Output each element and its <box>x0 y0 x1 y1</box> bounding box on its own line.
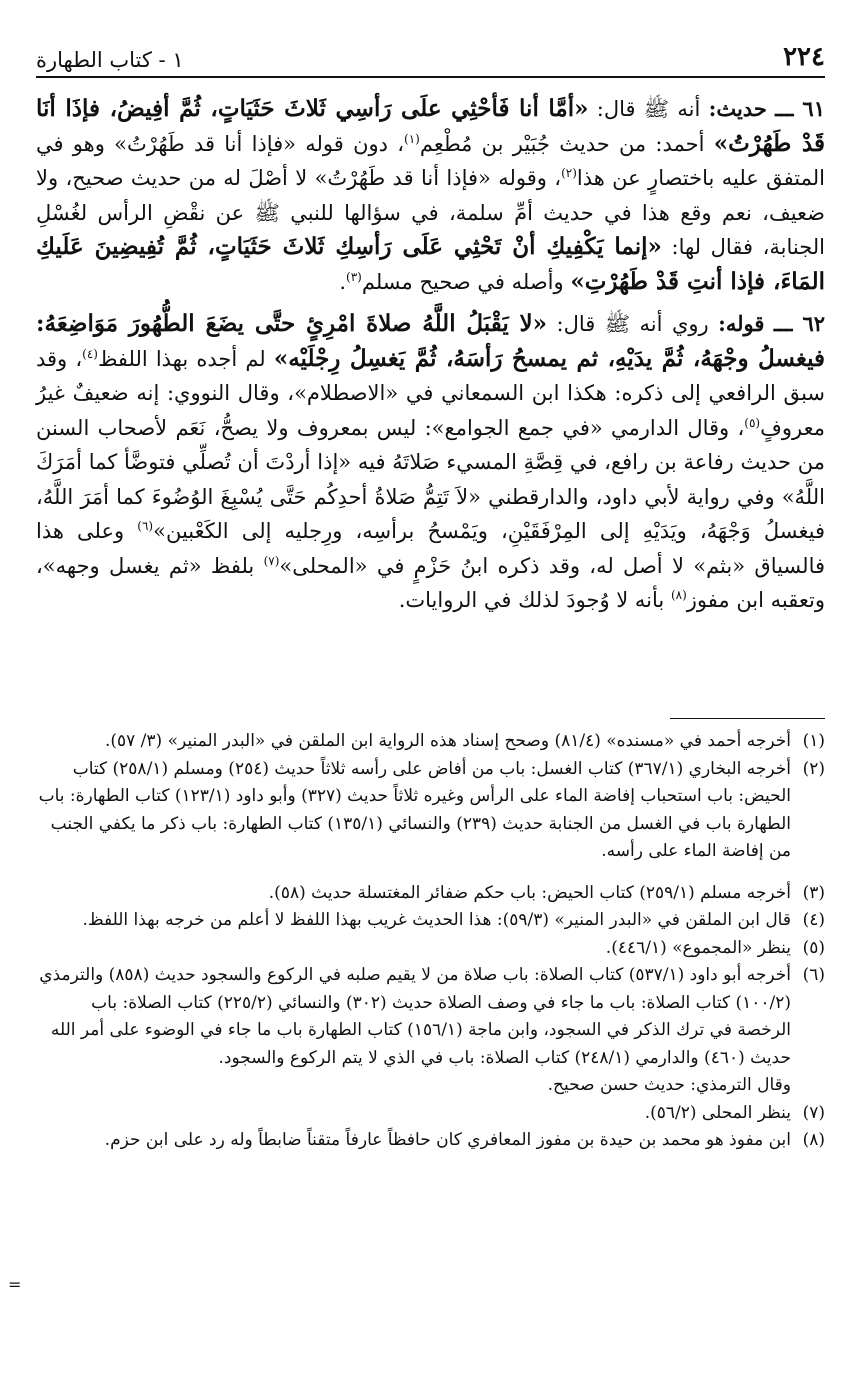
running-title: ١ - كتاب الطهارة <box>36 48 184 72</box>
hadith-quote: «أمَّا أنا فَأحْثِي علَى رَأسِي ثَلاثَ حَثَيَاتٍ، ثُمَّ أفِيضُ، فإذَا أنَا قَدْ طَهُرْتُ» <box>36 95 826 157</box>
body-text: ، وقوله «فإذا أنا قد طَهُرْتُ» لا أصْلَ له من حديث صحيح، ولا ضعيف، نعم وقع هذا في حديث أمِّ سلمة، في سؤالها للنبي ﷺ عن نقْضِ الرأس لغُسْلِ الجنابة، فقال لها: <box>36 166 825 259</box>
body-text: ، وقال الدارمي «في جمع الجوامع»: ليس بمعروف ولا يصحُّ، نَعَم لأصحاب السنن من حديث رفاعة بن رافع، في قِصَّةِ المسيء صَلاتَهُ فيه «إذا أردْتَ أن تُصلِّي فتوضَّأ كما أمَرَكَ اللَّهُ» وفي رواية لأبي داود، والدارقطني «لاَ تَتِمُّ صَلاةُ أحدِكُم حَتَّى يُسْبِغَ الوُضُوءَ كما أمَرَ اللَّهُ، فيغسلُ وَجْهَهُ، ويَدَيْهِ إلى المِرْفَقَيْنِ، ويَمْسحُ برأسِه، ورِجليه إلى الكَعْبين» <box>36 415 825 543</box>
hadith-61-paragraph <box>36 92 825 299</box>
body-text: بأنه لا وُجودَ لذلك في الروايات. <box>398 588 671 612</box>
hadith-quote: «لا يَقْبَلُ اللَّهُ صلاةَ امْرِئٍ حتَّى يضَعَ الطُّهُورَ مَوَاضِعَهُ: فيغسلُ وجْهَهُ، ثُمَّ يدَيْهِ، ثم يمسحُ رَأسَهُ، ثُمَّ يَغسِلُ رِجْلَيْه» <box>36 310 826 372</box>
footnote-ref[interactable]: (٥) <box>744 415 761 430</box>
footnote-text: أخرجه أحمد في «مسنده» (٨١/٤) وصحح إسناد هذه الرواية ابن الملقن في «البدر المنير» (٣/ ٥٧). <box>104 731 791 751</box>
footnote-number: (١) <box>802 731 825 751</box>
footnote-5 <box>36 935 825 963</box>
footnote-4 <box>36 907 825 935</box>
footnote-6-extra: وقال الترمذي: حديث حسن صحيح. <box>547 1075 791 1095</box>
footnote-text: أخرجه أبو داود (٥٣٧/١) كتاب الصلاة: باب صلاة من لا يقيم صلبه في الركوع والسجود حديث (٨٥٨) والترمذي (١٠٠/٢) كتاب الصلاة: باب ما جاء في وصف الصلاة حديث (٣٠٢) والنسائي (٢٢٥/٢) كتاب الصلاة: باب الرخصة في ترك الذكر في السجود، وابن ماجة (١٥٦/١) كتاب الطهارة باب ما جاء في الوضوء على أمر الله حديث (٤٦٠) والدارمي (٢٤٨/١) كتاب الصلاة: باب في الذي لا يتم الركوع والسجود. <box>39 965 791 1068</box>
footnote-text: أخرجه مسلم (٢٥٩/١) كتاب الحيض: باب حكم ضفائر المغتسلة حديث (٥٨). <box>268 882 791 903</box>
footnote-2 <box>36 756 825 866</box>
hadith-label: حديث: <box>708 96 767 121</box>
footnote-number: (٤) <box>802 910 825 930</box>
main-text <box>36 92 825 618</box>
footnote-text: ينظر «المجموع» (٤٤٦/١). <box>605 937 791 958</box>
footnote-3 <box>36 880 825 908</box>
footnote-number: (٧) <box>802 1102 825 1123</box>
footnote-number: (٥) <box>802 937 825 958</box>
hadith-62-paragraph <box>36 307 825 618</box>
margin-mark: = <box>8 1275 22 1294</box>
page-number: ٢٢٤ <box>783 42 825 72</box>
footnote-ref[interactable]: (١) <box>404 131 420 146</box>
footnote-separator <box>670 718 825 719</box>
footnote-8 <box>36 1127 825 1155</box>
footnote-number: (٣) <box>802 882 825 903</box>
footnote-ref[interactable]: (٢) <box>561 166 577 180</box>
body-text: أنه ﷺ قال: <box>588 97 709 121</box>
footnote-text: ابن مفوذ هو محمد بن حيدة بن مفوز المعافري كان حافظاً عارفاً متقناً ضابطاً وله رد على ابن حزم. <box>104 1130 791 1150</box>
footnotes <box>36 728 825 1155</box>
footnote-6 <box>36 962 825 1072</box>
hadith-number: ٦٢ ـــ <box>773 311 826 336</box>
body-text: ، دون قوله «فإذا أنا قد طَهُرْتُ» وهو في المتفق عليه باختصارٍ عن هذا <box>36 131 826 190</box>
footnote-1 <box>36 728 825 756</box>
hadith-number: ٦١ ـــ <box>775 96 825 121</box>
footnote-ref[interactable]: (٤) <box>82 346 98 361</box>
footnote-text: ينظر المحلى (٥٦/٢). <box>644 1102 791 1123</box>
body-text: وعلى هذا فالسياق «بثم» لا أصل له، وقد ذكره ابنُ حَزْمٍ في «المحلى» <box>36 519 826 578</box>
footnote-text: قال ابن الملقن في «البدر المنير» (٥٩/٣): هذا الحديث غريب بهذا اللفظ لا أعلم من خرجه بهذا اللفظ. <box>82 910 791 930</box>
body-text: بلفظ «ثم يغسل وجهه»، وتعقبه ابن مفوز <box>36 553 825 612</box>
footnote-number: (٦) <box>802 965 825 985</box>
footnote-ref[interactable]: (٧) <box>263 553 280 568</box>
footnote-number: (٢) <box>802 758 825 779</box>
body-text: ، وقد سبق الرافعي إلى ذكره: هكذا ابن السمعاني في «الاصطلام»، وقال النووي: إنه ضعيفٌ غيرُ معروفٍ <box>36 346 826 440</box>
footnote-ref[interactable]: (٦) <box>137 519 154 533</box>
footnote-ref[interactable]: (٣) <box>346 269 362 284</box>
hadith-quote: «إنما يَكْفِيكِ أنْ تَحْثِي عَلَى رَأسِكِ ثَلاثَ حَثَيَاتٍ، ثُمَّ تُفِيضِينَ عَلَيكِ المَاءَ، فإذا أنتِ قَدْ طَهُرْتِ» <box>36 233 825 295</box>
footnote-7 <box>36 1100 825 1128</box>
body-text: روي أنه ﷺ قال: <box>547 312 719 336</box>
body-text: وأصله في صحيح مسلم <box>361 269 571 294</box>
footnote-text: أخرجه البخاري (٣٦٧/١) كتاب الغسل: باب من أفاض على رأسه ثلاثاً حديث (٢٥٤) ومسلم (٢٥٨/١) كتاب الحيض: باب استحباب إفاضة الماء على الرأس وغيره ثلاثاً حديث (٣٢٧) وأبو داود (١٢٣/١) كتاب الطهارة: باب الطهارة باب في الغسل من الجنابة حديث (٢٣٩) والنسائي (١٣٥/١) كتاب الطهارة: باب ذكر ما يكفي الجنب من إفاضة الماء على رأسه. <box>38 758 791 861</box>
footnote-number: (٨) <box>802 1130 825 1150</box>
footnote-ref[interactable]: (٨) <box>670 588 687 602</box>
page-header <box>36 38 825 78</box>
body-text: أحمد: من حديث جُبَيْر بن مُطْعِم <box>419 131 714 156</box>
body-text: . <box>339 269 347 294</box>
hadith-label: قوله: <box>718 311 765 336</box>
body-text: لم أجده بهذا اللفظ <box>97 346 274 371</box>
